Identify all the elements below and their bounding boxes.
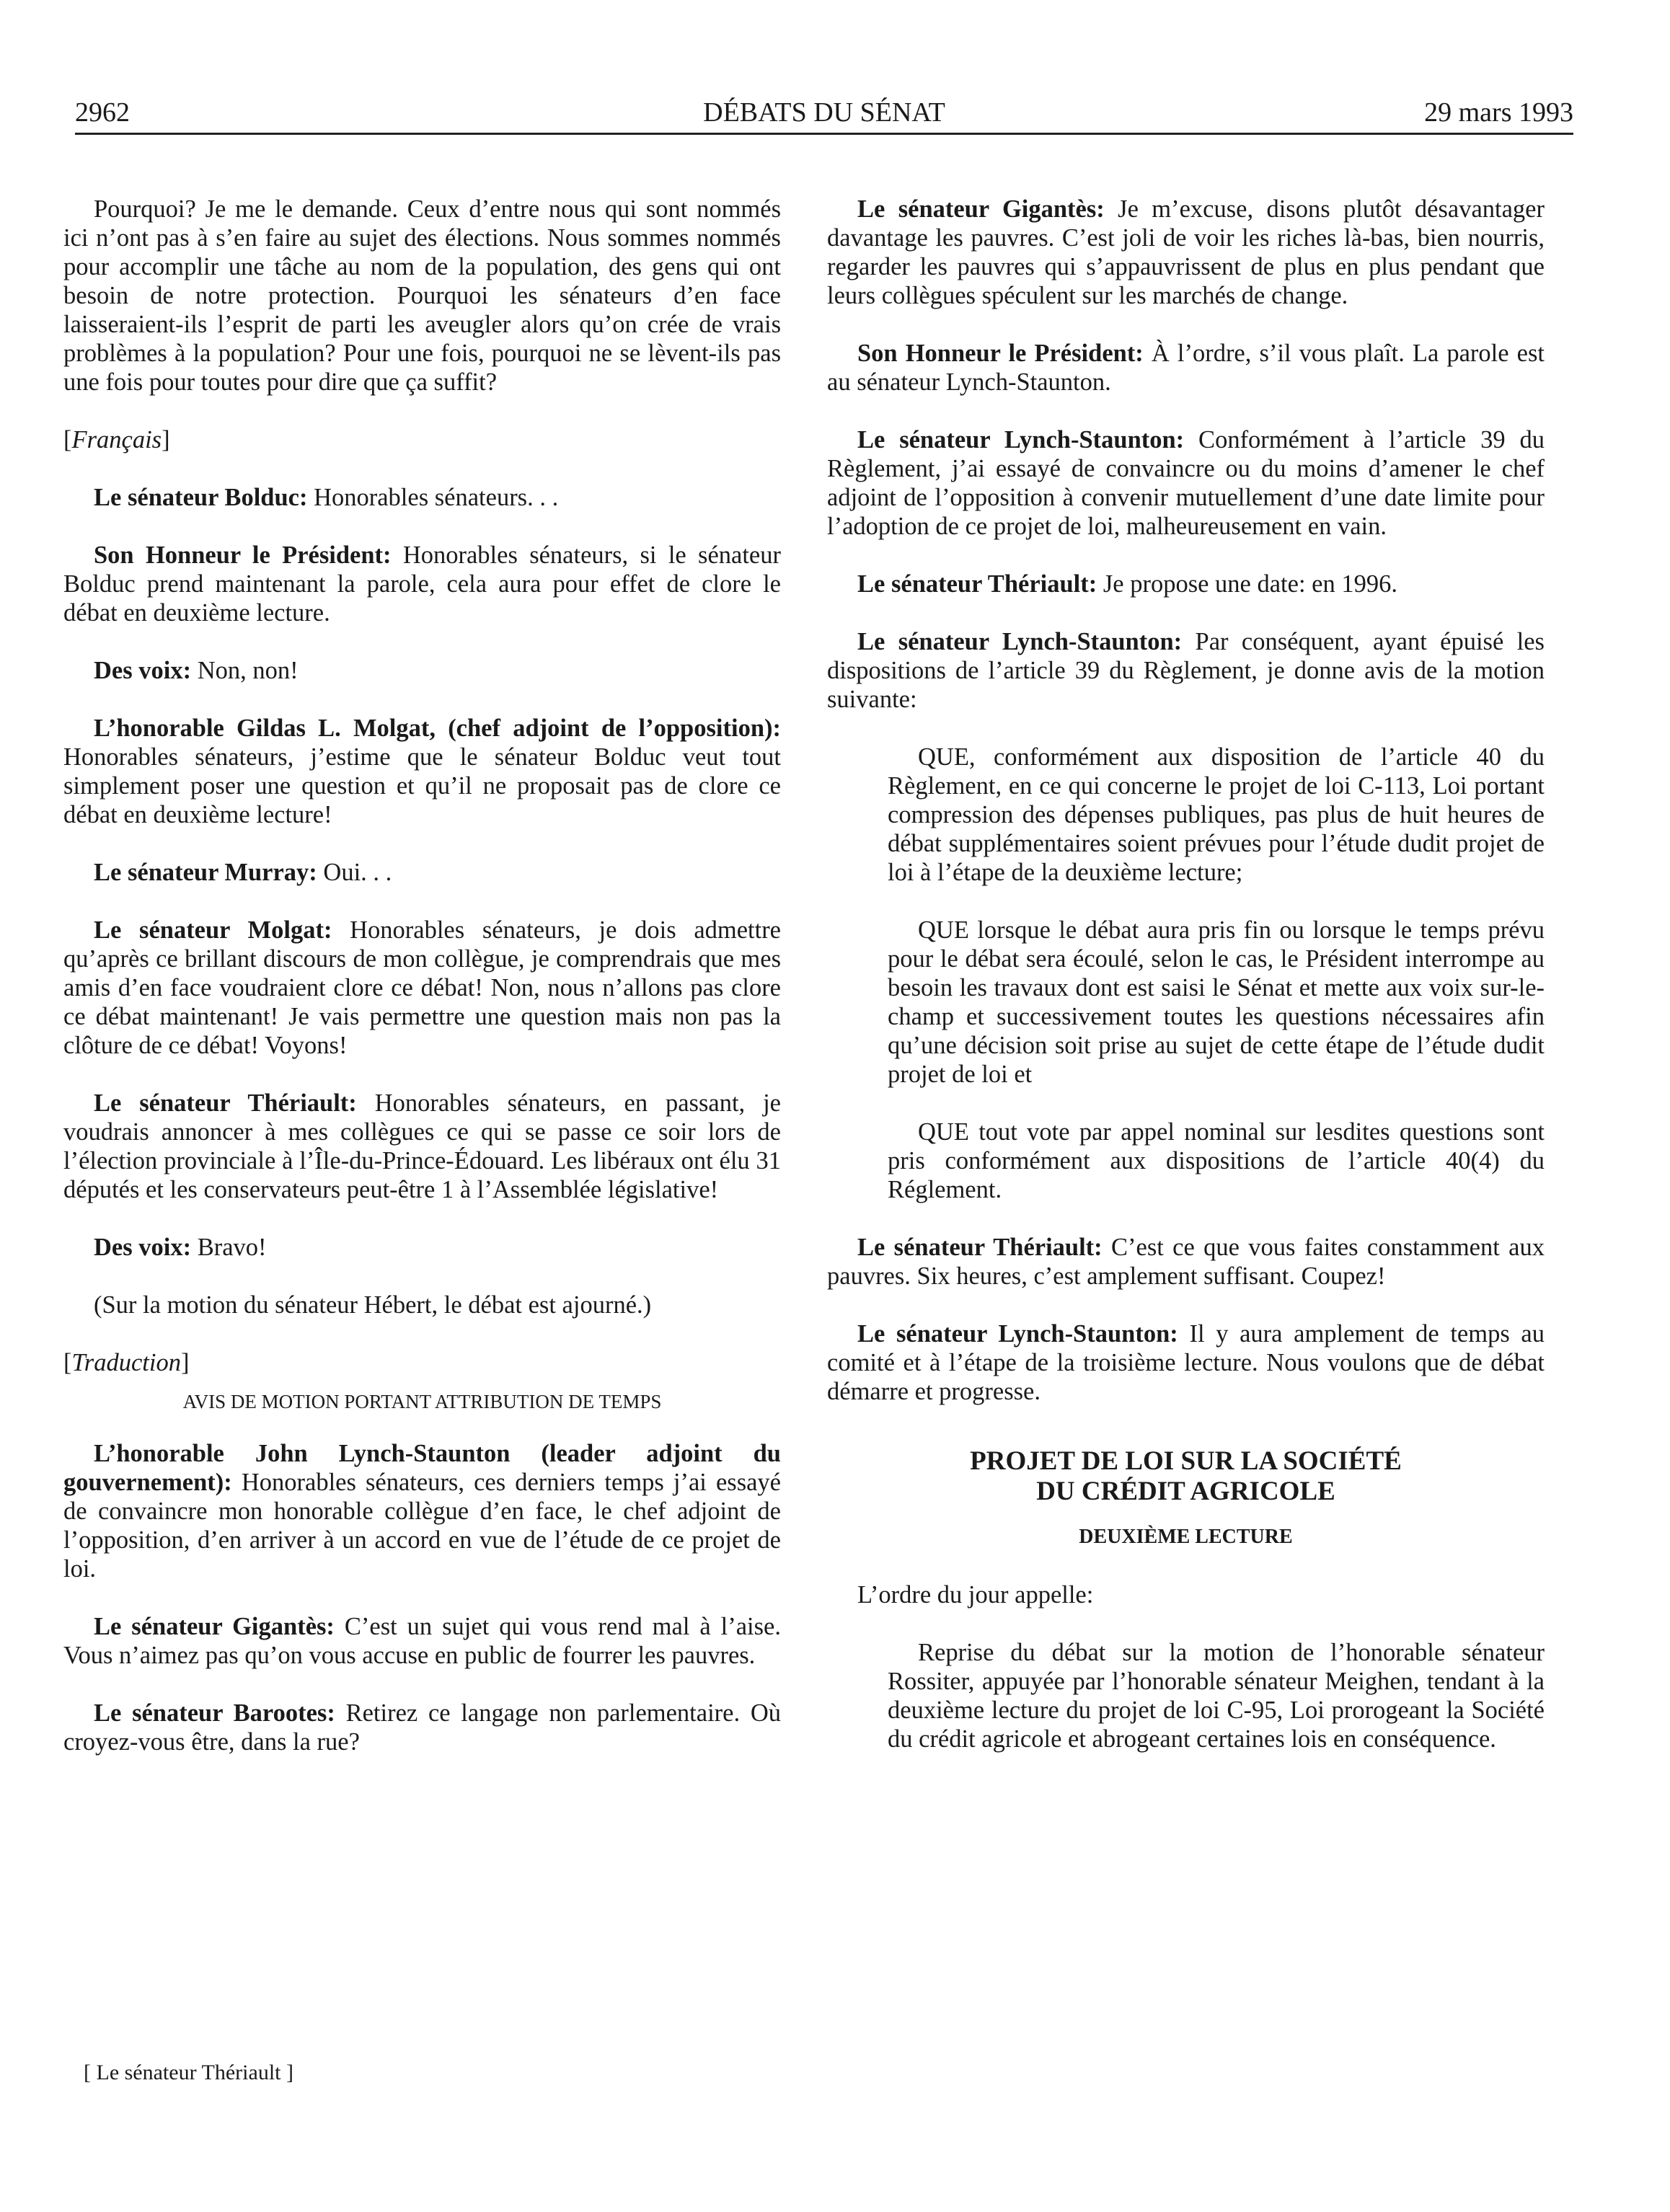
speaker: Le sénateur Gigantès: <box>857 195 1105 223</box>
speaker: L’honorable Gildas L. Molgat, (chef adjoint de l’opposition): <box>94 715 781 742</box>
speaker: Le sénateur Gigantès: <box>94 1613 335 1640</box>
speaker: L’honorable John Lynch-Staunton (leader adjoint du gouvernement): <box>63 1440 781 1496</box>
speech: Son Honneur le Président: À l’ordre, s’il vous plaît. La parole est au sénateur Lynch-Staunton. <box>827 340 1545 396</box>
reading-heading: DEUXIÈME LECTURE <box>1079 1526 1293 1548</box>
speech: L’honorable Gildas L. Molgat, (chef adjoint de l’opposition): Honorables sénateurs, j’estime que le sénateur Bolduc veut tout simplement poser une question et qu’il ne proposait pas de clore ce débat en deuxième lecture! <box>63 715 781 828</box>
speech: Son Honneur le Président: Honorables sénateurs, si le sénateur Bolduc prend maintenant la parole, cela aura pour effet de clore le débat en deuxième lecture. <box>63 541 781 627</box>
speaker: Son Honneur le Président: <box>857 340 1144 367</box>
left-column <box>63 195 781 1785</box>
motion-clause: QUE tout vote par appel nominal sur lesdites questions sont pris conformément aux dispositions de l’article 40(4) du Réglement. <box>888 1118 1545 1203</box>
bill-title-line: PROJET DE LOI SUR LA SOCIÉTÉ <box>970 1446 1402 1476</box>
speaker: Le sénateur Lynch-Staunton: <box>857 628 1183 655</box>
right-column <box>827 195 1545 1782</box>
speech: Le sénateur Molgat: Honorables sénateurs, je dois admettre qu’après ce brillant discours de mon collègue, je comprendrais que mes amis d’en face voudraient clore ce débat! Non, nous n’allons pas clore ce débat maintenant! Je vais permettre une question mais non pas la clôture de ce débat! Voyons! <box>63 916 781 1059</box>
speech: Le sénateur Gigantès: C’est un sujet qui vous rend mal à l’aise. Vous n’aimez pas qu’on vous accuse en public de fourrer les pauvres. <box>63 1613 781 1669</box>
speaker: Le sénateur Lynch-Staunton: <box>857 1320 1178 1348</box>
speech: Le sénateur Gigantès: Je m’excuse, disons plutôt désavantager davantage les pauvres. C’est joli de voir les riches là-bas, bien nourris, regarder les pauvres qui s’appauvrissent de plus en plus pendant que leurs collègues spéculent sur les marchés de change. <box>827 195 1545 309</box>
footer-speaker-note: [ Le sénateur Thériault ] <box>84 2061 293 2084</box>
speech: Le sénateur Lynch-Staunton: Il y aura amplement de temps au comité et à l’étape de la troisième lecture. Nous voulons que de débat démarre et progresse. <box>827 1320 1545 1405</box>
speaker: Le sénateur Lynch-Staunton: <box>857 426 1185 454</box>
speaker: Le sénateur Thériault: <box>857 1234 1103 1261</box>
speech: Le sénateur Barootes: Retirez ce langage non parlementaire. Où croyez-vous être, dans la rue? <box>63 1699 781 1756</box>
speech: Le sénateur Thériault: C’est ce que vous faites constamment aux pauvres. Six heures, c’est amplement suffisant. Coupez! <box>827 1234 1545 1290</box>
paragraph: L’ordre du jour appelle: <box>857 1581 1094 1609</box>
publication-title: DÉBATS DU SÉNAT <box>703 97 945 128</box>
language-tag: [Traduction] <box>63 1349 190 1376</box>
speaker: Le sénateur Barootes: <box>94 1699 335 1727</box>
speaker: Le sénateur Bolduc: <box>94 484 308 511</box>
paragraph: Pourquoi? Je me le demande. Ceux d’entre nous qui sont nommés ici n’ont pas à s’en faire au sujet des élections. Nous sommes nommés pour accomplir une tâche au nom de la population, des gens qui ont besoin de notre protection. Pourquoi les sénateurs d’en face laisseraient-ils l’esprit de parti les aveugler alors qu’on crée de vrais problèmes à la population? Pour une fois, pourquoi ne se lèvent-ils pas une fois pour toutes pour dire que ça suffit? <box>63 195 781 396</box>
speech: Le sénateur Murray: Oui. . . <box>94 859 392 886</box>
bill-title <box>827 1446 1545 1507</box>
speech: L’honorable John Lynch-Staunton (leader adjoint du gouvernement): Honorables sénateurs, ces derniers temps j’ai essayé de convaincre mon honorable collègue d’en face, le chef adjoint de l’opposition, d’en arriver à un accord en vue de l’étude de ce projet de loi. <box>63 1440 781 1583</box>
speaker: Le sénateur Murray: <box>94 859 317 886</box>
language-tag: [Français] <box>63 426 170 454</box>
issue-date: 29 mars 1993 <box>1424 97 1573 128</box>
speech: Des voix: Non, non! <box>94 657 299 684</box>
motion-clause: QUE lorsque le débat aura pris fin ou lorsque le temps prévu pour le débat sera écoulé, selon le cas, le Président interrompe au besoin les travaux dont est saisi le Sénat et mette aux voix sur-le-champ et successivement toutes les questions nécessaires afin qu’une décision soit prise au sujet de cette étape de l’étude dudit projet de loi et <box>888 916 1545 1088</box>
speech: Le sénateur Bolduc: Honorables sénateurs. . . <box>94 484 559 511</box>
section-heading: AVIS DE MOTION PORTANT ATTRIBUTION DE TEMPS <box>182 1391 662 1412</box>
speaker: Des voix: <box>94 657 192 684</box>
speech: Le sénateur Thériault: Honorables sénateurs, en passant, je voudrais annoncer à mes collègues ce qui se passe ce soir lors de l’élection provinciale à l’Île-du-Prince-Édouard. Les libéraux ont élu 31 députés et les conservateurs peut-être 1 à l’Assemblée législative! <box>63 1089 781 1203</box>
speaker: Des voix: <box>94 1234 192 1261</box>
speaker: Le sénateur Molgat: <box>94 916 332 944</box>
speaker: Son Honneur le Président: <box>94 541 392 569</box>
speech: Le sénateur Lynch-Staunton: Par conséquent, ayant épuisé les dispositions de l’article 39 du Règlement, je donne avis de la motion suivante: <box>827 628 1545 713</box>
speaker: Le sénateur Thériault: <box>857 570 1097 598</box>
page-number: 2962 <box>75 97 130 128</box>
speech: Des voix: Bravo! <box>94 1234 267 1261</box>
motion-clause: QUE, conformément aux disposition de l’article 40 du Règlement, en ce qui concerne le projet de loi C-113, Loi portant compression des dépenses publiques, pas plus de huit heures de débat supplémentaires soient prévues pour l’étude dudit projet de loi à l’étape de la deuxième lecture; <box>888 743 1545 886</box>
procedural-note: (Sur la motion du sénateur Hébert, le débat est ajourné.) <box>94 1291 652 1319</box>
page-header <box>75 92 1573 135</box>
bill-title-line: DU CRÉDIT AGRICOLE <box>1036 1477 1335 1506</box>
order-item: Reprise du débat sur la motion de l’honorable sénateur Rossiter, appuyée par l’honorable sénateur Meighen, tendant à la deuxième lecture du projet de loi C-95, Loi prorogeant la Société du crédit agricole et abrogeant certaines lois en conséquence. <box>888 1639 1545 1753</box>
speaker: Le sénateur Thériault: <box>94 1089 357 1117</box>
speech: Le sénateur Lynch-Staunton: Conformément à l’article 39 du Règlement, j’ai essayé de convaincre ou du moins d’amener le chef adjoint de l’opposition à convenir mutuellement d’une date limite pour l’adoption de ce projet de loi, malheureusement en vain. <box>827 426 1545 540</box>
speech: Le sénateur Thériault: Je propose une date: en 1996. <box>857 570 1397 598</box>
